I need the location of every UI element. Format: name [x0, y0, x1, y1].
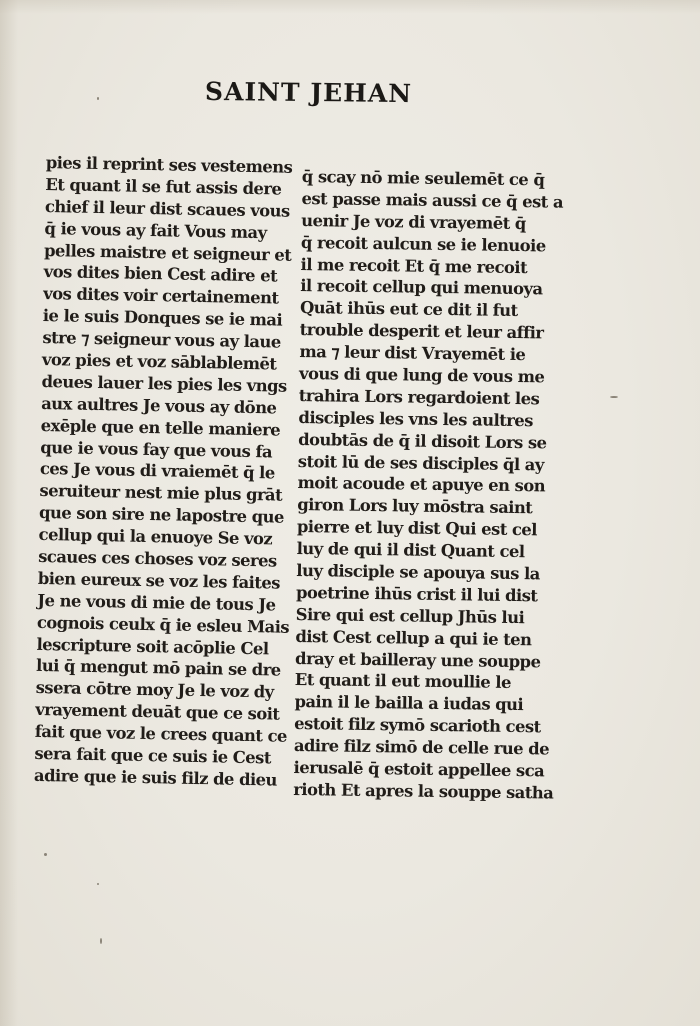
- text-line: aux aultres Je vous ay dōne: [40, 393, 277, 418]
- text-line: pies il reprint ses vestemens: [45, 152, 293, 177]
- left-text-column: [33, 152, 293, 791]
- text-line: pelles maistre et seigneur et: [43, 240, 292, 265]
- text-line: luy de qui il dist Quant cel: [296, 539, 525, 562]
- text-line: disciples les vns les aultres: [298, 407, 534, 431]
- text-line: ces Je vous di vraiemēt q̄ le: [39, 459, 275, 483]
- text-line: scaues ces choses voz seres: [38, 546, 277, 571]
- paper-speck: [100, 938, 102, 944]
- text-line: dray et bailleray une souppe: [294, 648, 541, 671]
- text-line: adire filz simō de celle rue de: [293, 736, 550, 759]
- text-line: q̄ recoit aulcun se ie lenuoie: [300, 232, 546, 256]
- text-line: vous di que lung de vous me: [298, 363, 545, 387]
- text-line: rioth Et apres la souppe satha: [293, 779, 554, 803]
- text-line: Et quant il se fut assis dere: [45, 174, 282, 199]
- text-line: vos dites bien Cest adire et: [43, 262, 278, 286]
- text-line: exēple que en telle maniere: [40, 415, 281, 440]
- text-line: estoit filz symō scarioth cest: [294, 714, 541, 737]
- text-line: fait que voz le crees quant ce: [34, 722, 288, 746]
- text-line: sera fait que ce suis ie Cest: [34, 743, 272, 768]
- text-line: Je ne vous di mie de tous Je: [37, 590, 276, 615]
- text-line: adire que ie suis filz de dieu: [33, 765, 278, 790]
- text-line: stre ⁊ seigneur vous ay laue: [42, 328, 281, 352]
- text-line: Et quant il eut moullie le: [294, 670, 512, 693]
- text-line: moit acoude et apuye en son: [297, 473, 546, 496]
- paper-speck: [97, 883, 99, 885]
- text-line: lui q̄ mengut mō pain se dre: [35, 656, 281, 681]
- running-head: SAINT JEHAN: [204, 76, 413, 109]
- text-line: Quāt ihūs eut ce dit il fut: [299, 298, 518, 321]
- text-line: deues lauer les pies les vngs: [41, 371, 287, 396]
- text-line: que ie vous fay que vous fa: [40, 437, 273, 461]
- text-line: chief il leur dist scaues vous: [44, 196, 290, 221]
- text-line: cellup qui la enuoye Se voz: [38, 525, 273, 549]
- text-line: pierre et luy dist Qui est cel: [296, 517, 538, 540]
- text-line: ssera cōtre moy Je le voz dy: [35, 678, 274, 702]
- text-line: dist Cest cellup a qui ie ten: [295, 626, 532, 649]
- text-line: cognois ceulx q̄ ie esleu Mais: [36, 612, 290, 637]
- page-top-shadow: [0, 0, 700, 14]
- text-line: q̄ scay nō mie seulemēt ce q̄: [301, 166, 545, 190]
- page-edge-shadow: [0, 0, 18, 1026]
- right-text-column: [293, 166, 564, 804]
- text-line: doubtās de q̄ il disoit Lors se: [298, 429, 547, 453]
- text-line: vrayement deuāt que ce soit: [35, 700, 280, 724]
- text-line: q̄ ie vous ay fait Vous may: [44, 218, 267, 242]
- text-line: seruiteur nest mie plus grāt: [39, 481, 283, 505]
- text-line: poetrine ihūs crist il lui dist: [295, 582, 538, 606]
- text-line: il me recoit Et q̄ me recoit: [300, 254, 528, 277]
- text-line: Sire qui est cellup Jhūs lui: [295, 604, 525, 627]
- paper-speck: [610, 396, 618, 398]
- text-line: est passe mais aussi ce q̄ est a: [301, 188, 564, 212]
- text-line: bien eureux se voz les faites: [37, 568, 281, 593]
- text-line: ma ⁊ leur dist Vrayemēt ie: [299, 342, 526, 365]
- text-line: lescripture soit acōplie Cel: [36, 634, 269, 658]
- text-line: que son sire ne lapostre que: [38, 503, 285, 527]
- text-line: luy disciple se apouya sus la: [296, 560, 540, 584]
- text-line: vos dites voir certainement: [43, 284, 279, 308]
- paper-speck: [44, 853, 47, 856]
- text-line: ierusalē q̄ estoit appellee sca: [293, 757, 545, 781]
- paper-speck: [97, 97, 99, 100]
- text-line: giron Lors luy mōstra saint: [297, 495, 533, 518]
- text-line: il recoit cellup qui menuoya: [300, 276, 543, 299]
- text-line: voz pies et voz sāblablemēt: [41, 349, 277, 374]
- text-line: trahira Lors regardoient les: [298, 385, 540, 409]
- text-line: trouble desperit et leur affir: [299, 320, 544, 343]
- text-line: ie le suis Donques se ie mai: [42, 306, 283, 330]
- text-line: uenir Je voz di vrayemēt q̄: [301, 210, 526, 233]
- text-line: pain il le bailla a iudas qui: [294, 692, 524, 715]
- text-line: stoit lū de ses disciples q̄l ay: [297, 451, 544, 474]
